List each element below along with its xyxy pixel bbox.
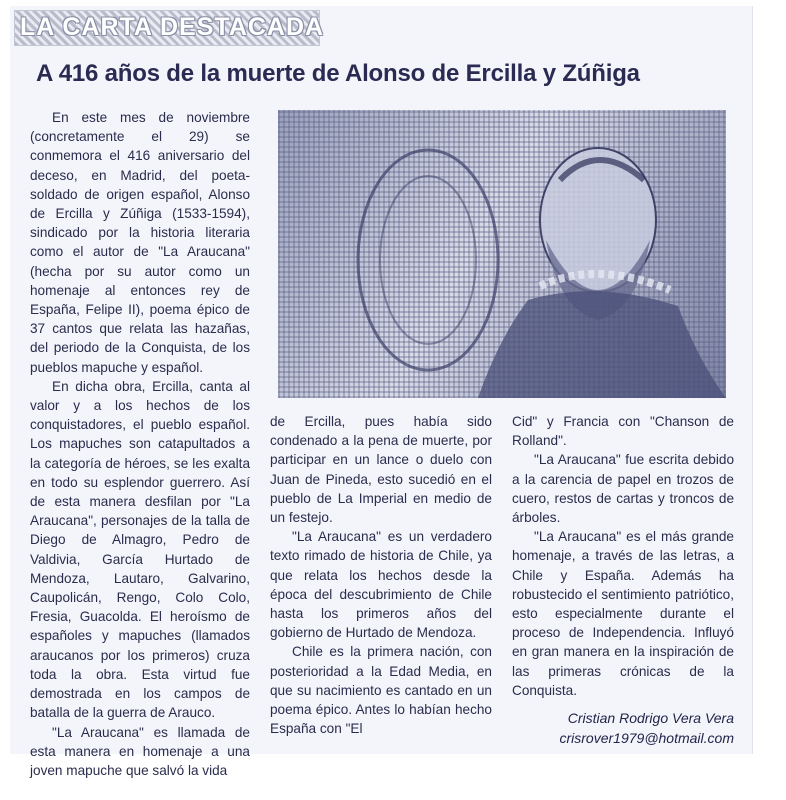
author-email: crisrover1979@hotmail.com (559, 730, 734, 746)
paragraph: "La Araucana" es llamada de esta manera en homenaje a una joven mapuche que salvó la vida (30, 724, 250, 778)
author-name: Cristian Rodrigo Vera Vera (567, 710, 734, 726)
article-column-2 (270, 412, 492, 738)
portrait-engraving-icon (278, 110, 726, 398)
paragraph: de Ercilla, pues había sido condenado a la pena de muerte, por participar en un lance o duelo con Juan de Pineda, esto sucedió en el pueblo de La Imperial en medio de un festejo. (270, 414, 492, 526)
paragraph: "La Araucana" fue escrita debido a la carencia de papel en trozos de cuero, restos de cartas y troncos de árboles. (512, 452, 734, 526)
author-signature (512, 708, 734, 748)
paragraph: "La Araucana" es un verdadero texto rimado de historia de Chile, ya que relata los hechos desde la época del descubrimiento de Chile hasta los primeros años del gobierno de Hurtado de Mendoza. (270, 529, 492, 641)
section-label: LA CARTA DESTACADA (20, 13, 325, 41)
article-column-3 (512, 412, 734, 700)
portrait-drawing (278, 110, 726, 398)
headline: A 416 años de la muerte de Alonso de Ercilla y Zúñiga (36, 60, 640, 87)
paragraph: En dicha obra, Ercilla, canta al valor y a los hechos de los conquistadores, el pueblo español. Los mapuches son catapultados a la categoría de héroes, se les exalta en todo su esplendor guerrero. Así de esta manera desfilan por "La Araucana", personajes de la talla de Diego de Almagro, Pedro de Valdivia, García Hurtado de Mendoza, Lautaro, Galvarino, Caupolicán, Rengo, Colo Colo, Fresia, Guacolda. El heroísmo de españoles y mapuches (llamados araucanos por los primeros) cruza toda la obra. Esta virtud fue demostrada en los campos de batalla de la guerra de Arauco. (30, 378, 250, 721)
paragraph: Chile es la primera nación, con posterioridad a la Edad Media, en que su nacimiento es cantado en un poema épico. Antes lo habían hecho España con "El (270, 644, 492, 737)
paragraph: En este mes de noviembre (concretamente el 29) se conmemora el 416 aniversario del deceso, en Madrid, del poeta-soldado de origen español, Alonso de Ercilla y Zúñiga (1533-1594), sindicado por la historia literaria como el autor de "La Araucana" (hecha por su autor como un homenaje al entonces rey de España, Felipe II), poema épico de 37 cantos que relata las hazañas, del periodo de la Conquista, de los pueblos mapuche y español. (30, 110, 250, 375)
article-column-1 (30, 108, 250, 780)
paragraph: "La Araucana" es el más grande homenaje, a través de las letras, a Chile y España. Además ha robustecido el sentimiento patriótico, esto especialmente durante el proceso de Independencia. Influyó en gran manera en la inspiración de las primeras crónicas de la Conquista. (512, 529, 734, 698)
paragraph: Cid" y Francia con "Chanson de Rolland". (512, 414, 734, 449)
